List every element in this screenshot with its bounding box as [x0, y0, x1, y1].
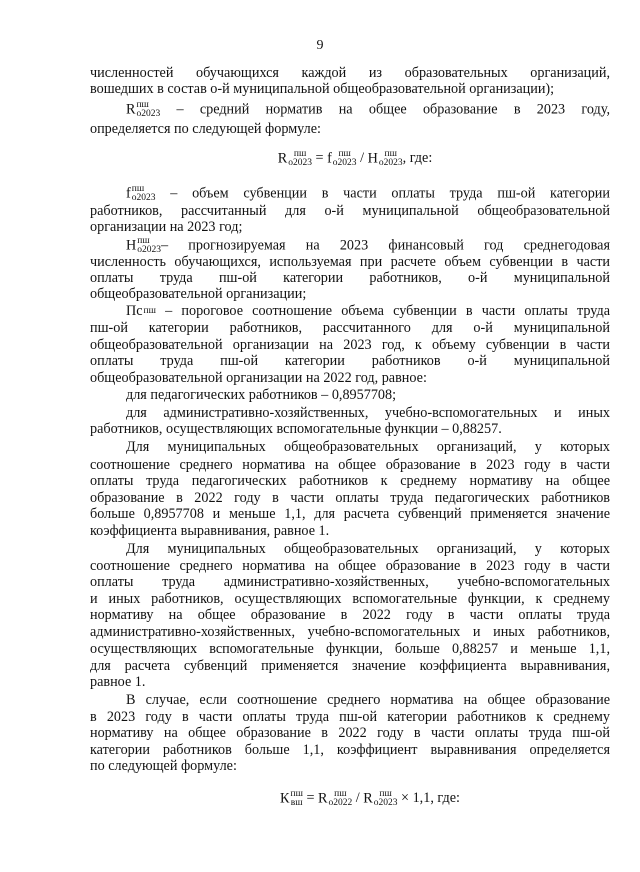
text-line [90, 473, 610, 489]
text-line [90, 370, 610, 386]
line-text: и иных работников, осуществляющих вспомогательные функции, к среднему [90, 591, 610, 607]
line-text: для расчета субвенций применяется значение коэффициента выравнивания, [90, 658, 610, 674]
line-text: Для муниципальных общеобразовательных организаций, у которых [126, 439, 610, 455]
math-symbol: f пш о2023 [327, 149, 357, 168]
line-text: в 2023 году в части оплаты труда пш-ой категории работников к среднему [90, 709, 610, 725]
math-symbol: f пш о2023 [126, 184, 156, 203]
line-text: коэффициента выравнивания, равное 1. [90, 523, 330, 539]
line-text: пш-ой категории работников, рассчитанного для о-й муниципальной [90, 320, 610, 336]
line-text: вошедших в состав о-й муниципальной общеобразовательной организации); [90, 81, 555, 97]
line-text: общеобразовательной организации на 2022 год, равное: [90, 370, 427, 386]
line-text: численность обучающихся, используемая при расчете объем субвенции в части [90, 254, 610, 270]
text-line [90, 607, 610, 623]
line-text: организации на 2023 год; [90, 219, 243, 235]
line-text: общеобразовательной организации на 2023 год, к объему субвенции в части [90, 337, 610, 353]
text-line [90, 421, 610, 437]
text-line [90, 523, 610, 539]
line-text: для педагогических работников – 0,8957708; [126, 387, 397, 403]
line-text: работников, рассчитанный для о-й муниципальной общеобразовательной [90, 203, 610, 219]
text-line [90, 457, 610, 473]
line-text: численностей обучающихся каждой из образовательных организаций, [90, 65, 610, 81]
line-text: – прогнозируемая на 2023 финансовый год среднегодовая [161, 237, 610, 254]
text-line [126, 237, 610, 255]
math-symbol: Н пш о2023 [126, 236, 161, 255]
text-line [90, 658, 610, 674]
text-line [90, 709, 610, 725]
text-line [90, 337, 610, 353]
text-line [90, 286, 610, 302]
formula-line [90, 150, 620, 168]
text-line [126, 692, 610, 708]
text-line [90, 203, 610, 219]
text-line [90, 674, 610, 690]
line-text: оплаты труда административно-хозяйственных, учебно-вспомогательных [90, 574, 610, 590]
text-line [90, 353, 610, 369]
math-symbol: R пш о2023 [277, 149, 312, 168]
text-line [90, 81, 610, 97]
text-line [90, 506, 610, 522]
line-text: оплаты труда пш-ой категории работников о-й муниципальной [90, 353, 610, 369]
text-line [90, 219, 610, 235]
line-text: равное 1. [90, 674, 146, 690]
text-line [90, 65, 610, 81]
formula-kvsh: К пш вш = R пш о2022 / R пш о2023 × 1,1, где: [280, 789, 460, 808]
page-number: 9 [316, 38, 324, 53]
text-line [90, 270, 610, 286]
line-text: категории работников больше 1,1, коэффициент выравнивания определяется [90, 742, 610, 758]
text-line [126, 303, 610, 319]
line-text: – пороговое соотношение объема субвенции в части оплаты труда [155, 303, 610, 319]
text-line [90, 490, 610, 506]
line-text: осуществляющих вспомогательные функции, больше 0,88257 и меньше 1,1, [90, 641, 610, 657]
line-text: общеобразовательной организации; [90, 286, 307, 302]
line-text: оплаты труда пш-ой категории работников, о-й муниципальной [90, 270, 610, 286]
line-text: больше 0,8957708 и меньше 1,1, для расчета субвенций применяется значение [90, 506, 610, 522]
math-symbol: Пс пш [126, 303, 156, 319]
line-text: соотношение среднего норматива на общее образование в 2023 году в части [90, 558, 610, 574]
line-text: оплаты труда педагогических работников к среднему нормативу на общее [90, 473, 610, 489]
text-line [90, 758, 610, 774]
line-text: – объем субвенции в части оплаты труда пш-ой категории [155, 185, 610, 202]
text-line [126, 101, 610, 119]
formula-r2023: R пш о2023 = f пш о2023 / Н пш о2023 , где: [277, 149, 433, 168]
line-text: соотношение среднего норматива на общее образование в 2023 году в части [90, 457, 610, 473]
line-text: работников, осуществляющих вспомогательные функции – 0,88257. [90, 421, 502, 437]
text-line [126, 185, 610, 203]
line-text: В случае, если соотношение среднего норматива на общее образование [126, 692, 610, 708]
text-line [126, 541, 610, 557]
math-symbol: К пш вш [280, 789, 303, 808]
math-symbol: R пш о2023 [126, 100, 161, 119]
line-text: для административно-хозяйственных, учебно-вспомогательных и иных [126, 405, 610, 421]
line-text: по следующей формуле: [90, 758, 237, 774]
line-text: образование в 2022 году в части оплаты труда педагогических работников [90, 490, 610, 506]
text-line [90, 558, 610, 574]
formula-line [90, 790, 640, 808]
text-line [90, 121, 610, 137]
math-symbol: Н пш о2023 [367, 149, 403, 168]
line-text: нормативу на общее образование в 2022 году в части оплаты труда пш-ой [90, 725, 610, 741]
text-line [126, 439, 610, 455]
text-line [90, 725, 610, 741]
line-text: нормативу на общее образование в 2022 году в части оплаты труда [90, 607, 610, 623]
text-line [90, 742, 610, 758]
text-line [90, 591, 610, 607]
text-line [90, 624, 610, 640]
line-text: определяется по следующей формуле: [90, 121, 321, 137]
line-text: административно-хозяйственных, учебно-вспомогательных и иных работников, [90, 624, 610, 640]
line-text: Для муниципальных общеобразовательных организаций, у которых [126, 541, 610, 557]
math-symbol: R пш о2023 [363, 789, 398, 808]
text-line [90, 254, 610, 270]
text-line [90, 320, 610, 336]
text-line [90, 574, 610, 590]
text-line [90, 641, 610, 657]
math-symbol: R пш о2022 [318, 789, 353, 808]
text-line [126, 387, 610, 403]
line-text: – средний норматив на общее образование в 2023 году, [160, 101, 610, 118]
text-line [126, 405, 610, 421]
